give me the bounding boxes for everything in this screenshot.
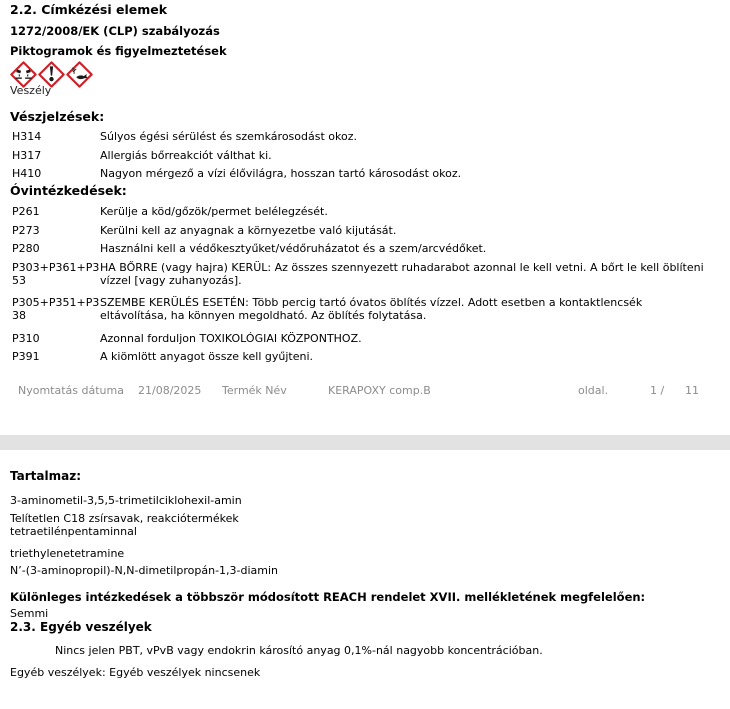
hazard-row [12, 167, 718, 180]
hazard-code: H314 [12, 130, 42, 143]
hazard-code: H410 [12, 167, 42, 180]
precautionary-statements-heading: Óvintézkedések: [10, 183, 127, 198]
precaution-text: Használni kell a védőkesztyűket/védőruházatot és a szem/arcvédőket. [100, 242, 487, 255]
hazard-text: Nagyon mérgező a vízi élővilágra, hosszan tartó károsodást okoz. [100, 167, 462, 180]
page-number-label: oldal. [578, 384, 609, 397]
clp-regulation-heading: 1272/2008/EK (CLP) szabályozás [10, 24, 220, 38]
precaution-text: HA BŐRRE (vagy hajra) KERÜL: Az összes szennyezett ruhadarabot azonnal le kell vetni. A bőrt le kell öblíteni vízzel [vagy zuhanyozás]. [100, 260, 704, 287]
precaution-code: P261 [12, 205, 40, 218]
precaution-text: Azonnal forduljon TOXIKOLÓGIAI KÖZPONTHOZ. [100, 331, 362, 345]
precaution-code: P273 [12, 223, 40, 237]
precaution-row [12, 296, 718, 322]
other-hazards-statement: Egyéb veszélyek: Egyéb veszélyek nincsenek [10, 666, 261, 679]
precaution-code: P280 [12, 242, 40, 255]
precaution-code: P305+P351+P338 [12, 296, 100, 322]
page-number-current: 1 / [650, 384, 665, 397]
substance-item: Telítetlen C18 zsírsavak, reakciótermékek tetraetilénpentaminnal [10, 512, 239, 538]
page-number-total: 11 [685, 384, 699, 397]
pictograms-heading: Piktogramok és figyelmeztetések [10, 44, 227, 58]
substance-item: triethylenetetramine [10, 547, 125, 560]
precaution-code: P391 [12, 350, 40, 363]
precaution-row [12, 224, 718, 237]
hazard-text: Allergiás bőrreakciót válthat ki. [100, 148, 272, 162]
precaution-text: Kerülni kell az anyagnak a környezetbe való kijutását. [100, 223, 397, 237]
substance-item: N’-(3-aminopropil)-N,N-dimetilpropán-1,3-diamin [10, 564, 279, 577]
section-2-3-heading: 2.3. Egyéb veszélyek [10, 620, 152, 634]
precaution-code: P303+P361+P353 [12, 260, 100, 287]
hazard-code: H317 [12, 148, 42, 162]
precaution-text: Kerülje a köd/gőzök/permet belélegzését. [100, 205, 328, 218]
hazard-text: Súlyos égési sérülést és szemkárosodást okoz. [100, 130, 357, 143]
hazard-row [12, 149, 718, 162]
hazard-statements-table [12, 130, 718, 186]
page-break-divider [0, 435, 730, 450]
hazard-statements-heading: Vészjelzések: [10, 109, 105, 124]
contains-heading: Tartalmaz: [10, 469, 81, 483]
page-2-content [10, 468, 722, 679]
pbt-statement: Nincs jelen PBT, vPvB vagy endokrin károsító anyag 0,1%-nál nagyobb koncentrációban. [55, 644, 543, 657]
precaution-code: P310 [12, 331, 40, 345]
precaution-row [12, 350, 718, 363]
signal-word: Veszély [10, 84, 52, 97]
reach-special-measures-heading: Különleges intézkedések a többször módosított REACH rendelet XVII. mellékletének megfelelően: [10, 590, 646, 604]
precaution-row [12, 242, 718, 255]
print-date-label: Nyomtatás dátuma [18, 384, 124, 397]
precaution-text: A kiömlött anyagot össze kell gyűjteni. [100, 350, 313, 363]
ghs09-environment-icon [66, 61, 93, 88]
precautionary-statements-table [12, 205, 718, 369]
product-name-label: Termék Név [222, 384, 287, 397]
precaution-row [12, 332, 718, 345]
print-date-value: 21/08/2025 [138, 384, 202, 397]
section-2-2-heading: 2.2. Címkézési elemek [10, 2, 168, 17]
substance-item: 3-aminometil-3,5,5-trimetilciklohexil-amin [10, 494, 242, 507]
product-name-value: KERAPOXY comp.B [328, 384, 431, 397]
precaution-text: SZEMBE KERÜLÉS ESETÉN: Több percig tartó óvatos öblítés vízzel. Adott esetben a kontaktlencsék eltávolítása, ha könnyen megoldható. Az öblítés folytatása. [100, 296, 643, 322]
precaution-row [12, 205, 718, 218]
hazard-row [12, 130, 718, 143]
reach-none-value: Semmi [10, 607, 49, 620]
page-footer [0, 384, 730, 400]
precaution-row [12, 261, 718, 287]
